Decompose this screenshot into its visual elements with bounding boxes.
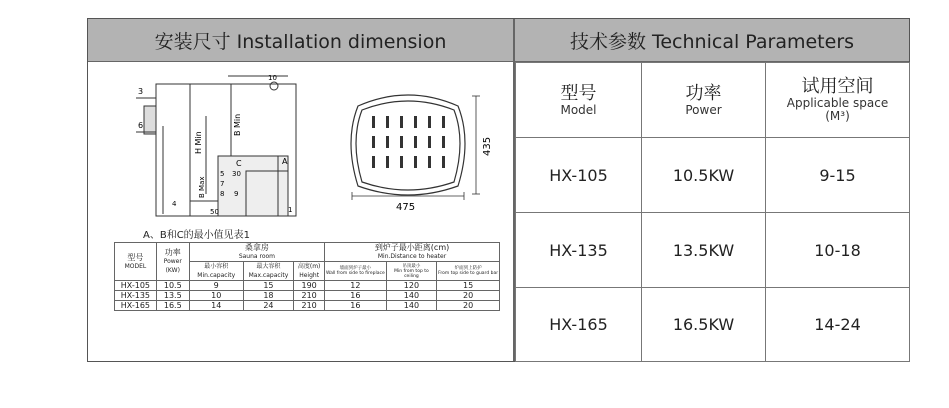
- table-row: HX-165 16.5KW 14-24: [516, 288, 910, 362]
- spec-distance-ceiling-header: 吊顶最小 Min from top to ceiling: [386, 262, 437, 281]
- label-a: A: [282, 157, 288, 166]
- label-30: 30: [232, 170, 241, 178]
- tech-model-header: 型号 Model: [516, 63, 642, 138]
- label-5: 5: [220, 170, 225, 178]
- table-row: HX-165 16.5 14 24 210 16 140 20: [115, 301, 500, 311]
- installation-dimension-header: 安装尺寸 Installation dimension: [88, 19, 515, 62]
- label-1: 1: [288, 206, 293, 214]
- spec-sauna-header: 桑拿房 Sauna room: [189, 243, 324, 262]
- label-10: 10: [268, 74, 277, 82]
- diagram-caption: A、B和C的最小值见表1: [143, 230, 251, 241]
- tech-power-header: 功率 Power: [642, 63, 766, 138]
- spec-max-capacity-header: 最大容积 Max.capacity: [243, 262, 294, 281]
- spec-distance-header: 到炉子最小距离(cm) Min.Distance to heater: [325, 243, 500, 262]
- spec-model-header: 型号 MODEL: [115, 243, 157, 281]
- top-view-diagram: [338, 86, 498, 216]
- depth-435-label: 435: [482, 136, 493, 156]
- label-b-min: B Min: [233, 113, 242, 136]
- spec-height-header: 高度(m) Height: [294, 262, 325, 281]
- label-h-min: H Min: [194, 131, 203, 154]
- heater-slots: [372, 116, 445, 168]
- table-row: HX-135 13.5KW 10-18: [516, 213, 910, 288]
- label-c: C: [236, 159, 242, 168]
- spec-power-header: 功率 Power (KW): [156, 243, 189, 281]
- table-row: HX-105 10.5KW 9-15: [516, 138, 910, 213]
- tech-space-header: 试用空间 Applicable space (M³): [766, 63, 910, 138]
- label-3: 3: [138, 87, 144, 96]
- label-b-max: B Max: [198, 176, 206, 198]
- label-50: 50: [210, 208, 219, 216]
- side-elevation-diagram: [128, 66, 308, 226]
- label-7: 7: [220, 180, 225, 188]
- installation-panel: [88, 62, 515, 361]
- label-9: 9: [234, 190, 239, 198]
- technical-parameters-table: [515, 62, 910, 362]
- tech-header-row: [516, 63, 910, 138]
- table-row: HX-105 10.5 9 15 190 12 120 15: [115, 281, 500, 291]
- technical-parameters-panel: [515, 62, 909, 361]
- label-6: 6: [138, 121, 144, 130]
- spec-distance-guard-header: 炉面到上防护 From top side to guard bar: [437, 262, 500, 281]
- technical-parameters-header: 技术参数 Technical Parameters: [515, 19, 909, 62]
- spec-sheet: [87, 18, 910, 362]
- spec-distance-wall-header: 墙面到炉子最小 Wall from side to fireplace: [325, 262, 387, 281]
- label-4: 4: [172, 200, 177, 208]
- width-475-label: 475: [396, 202, 416, 213]
- spec-table: [114, 242, 500, 311]
- spec-min-capacity-header: 最小容积 Min.capacity: [189, 262, 243, 281]
- table-row: HX-135 13.5 10 18 210 16 140 20: [115, 291, 500, 301]
- label-8: 8: [220, 190, 225, 198]
